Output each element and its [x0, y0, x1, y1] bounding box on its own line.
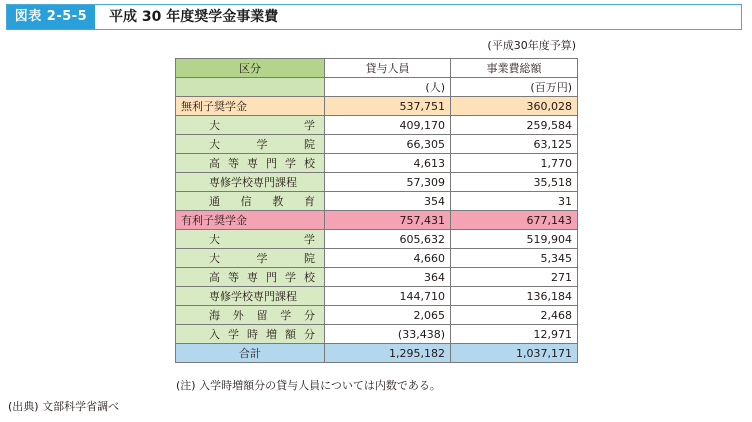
label-char: 分	[304, 327, 315, 341]
total-row	[176, 344, 578, 363]
group-cost: 360,028	[451, 97, 578, 116]
row-label-text	[181, 174, 319, 191]
label-char: 信	[240, 194, 252, 208]
label-char: 学	[285, 270, 296, 284]
row-label-text	[181, 269, 319, 286]
total-people: 1,295,182	[325, 344, 451, 363]
people-cell: 364	[325, 268, 451, 287]
budget-note: (平成30年度予算)	[487, 39, 576, 52]
people-cell: 4,660	[325, 249, 451, 268]
people-cell: 57,309	[325, 173, 451, 192]
cost-cell: 271	[451, 268, 578, 287]
column-header-cost: 事業費総額	[451, 59, 578, 78]
total-cost: 1,037,171	[451, 344, 578, 363]
people-cell: 605,632	[325, 230, 451, 249]
table-row	[176, 173, 578, 192]
group-cost: 677,143	[451, 211, 578, 230]
row-label	[176, 116, 325, 135]
label-char: 大	[209, 232, 220, 246]
table-row	[176, 154, 578, 173]
row-label-text	[181, 117, 319, 134]
row-label-text	[181, 231, 319, 248]
figure-label: 図表 2-5-5	[7, 5, 95, 29]
label-char: 海	[209, 308, 220, 322]
row-label-text	[181, 136, 319, 153]
label-char: 大	[209, 251, 220, 265]
table-row	[176, 116, 578, 135]
row-label	[176, 135, 325, 154]
label-char: 額	[285, 327, 296, 341]
footnote: (注) 入学時増額分の貸与人員については内数である。	[176, 379, 441, 392]
column-header-category: 区分	[176, 59, 325, 78]
row-label-text	[181, 288, 319, 305]
row-label	[176, 154, 325, 173]
label-char: 学	[256, 251, 268, 265]
label-char: 校	[304, 270, 315, 284]
cost-cell: 63,125	[451, 135, 578, 154]
row-label-text	[181, 193, 319, 210]
label-char: 学	[256, 137, 268, 151]
group-row	[176, 97, 578, 116]
table-row	[176, 287, 578, 306]
cost-cell: 519,904	[451, 230, 578, 249]
table-row	[176, 135, 578, 154]
title-bar	[6, 4, 742, 30]
label-char: 入	[209, 327, 220, 341]
row-label-text	[181, 155, 319, 172]
unit-blank	[176, 78, 325, 97]
label-char: 学	[285, 156, 296, 170]
header-row	[176, 59, 578, 78]
cost-cell: 12,971	[451, 325, 578, 344]
row-label-text	[181, 326, 319, 343]
scholarship-table	[175, 58, 578, 363]
unit-row	[176, 78, 578, 97]
cost-cell: 259,584	[451, 116, 578, 135]
row-label	[176, 249, 325, 268]
label-char: 増	[266, 327, 277, 341]
unit-people: (人)	[325, 78, 451, 97]
source-note: (出典) 文部科学省調べ	[8, 400, 120, 413]
cost-cell: 31	[451, 192, 578, 211]
label-char: 大	[209, 137, 220, 151]
row-label	[176, 268, 325, 287]
label-char: 通	[209, 194, 220, 208]
label-char: 院	[304, 137, 315, 151]
row-label	[176, 306, 325, 325]
label-char: 院	[304, 251, 315, 265]
column-header-people: 貸与人員	[325, 59, 451, 78]
label-char: 学	[304, 232, 315, 246]
people-cell: (33,438)	[325, 325, 451, 344]
label-char: 門	[266, 156, 277, 170]
label-char: 門	[266, 270, 277, 284]
label-char: 外	[232, 308, 244, 322]
cost-cell: 5,345	[451, 249, 578, 268]
total-label: 合計	[176, 344, 325, 363]
group-name: 有利子奨学金	[176, 211, 325, 230]
table-row	[176, 325, 578, 344]
label-char: 学	[280, 308, 292, 322]
row-label	[176, 325, 325, 344]
label-char: 専	[247, 270, 258, 284]
row-label	[176, 173, 325, 192]
cost-cell: 1,770	[451, 154, 578, 173]
people-cell: 4,613	[325, 154, 451, 173]
label-char: 大	[209, 118, 220, 132]
table-row	[176, 306, 578, 325]
table-row	[176, 268, 578, 287]
table-row	[176, 192, 578, 211]
row-label-text	[181, 250, 319, 267]
people-cell: 354	[325, 192, 451, 211]
label-char: 等	[228, 156, 239, 170]
label-char: 学	[228, 327, 239, 341]
row-label-text	[181, 307, 319, 324]
label-char: 留	[256, 308, 268, 322]
label-char: 時	[247, 327, 258, 341]
unit-cost: (百万円)	[451, 78, 578, 97]
group-name: 無利子奨学金	[176, 97, 325, 116]
label-char: 高	[209, 156, 220, 170]
people-cell: 409,170	[325, 116, 451, 135]
group-people: 537,751	[325, 97, 451, 116]
table-row	[176, 249, 578, 268]
label-char: 分	[304, 308, 315, 322]
row-label	[176, 192, 325, 211]
group-people: 757,431	[325, 211, 451, 230]
people-cell: 144,710	[325, 287, 451, 306]
label-char: 専修学校専門課程	[209, 289, 297, 303]
cost-cell: 35,518	[451, 173, 578, 192]
table-body	[176, 59, 578, 363]
label-char: 等	[228, 270, 239, 284]
people-cell: 66,305	[325, 135, 451, 154]
label-char: 学	[304, 118, 315, 132]
label-char: 専	[247, 156, 258, 170]
label-char: 育	[303, 194, 315, 208]
people-cell: 2,065	[325, 306, 451, 325]
label-char: 専修学校専門課程	[209, 175, 297, 189]
table-row	[176, 230, 578, 249]
row-label	[176, 230, 325, 249]
group-row	[176, 211, 578, 230]
cost-cell: 2,468	[451, 306, 578, 325]
label-char: 校	[304, 156, 315, 170]
label-char: 教	[272, 194, 284, 208]
row-label	[176, 287, 325, 306]
cost-cell: 136,184	[451, 287, 578, 306]
label-char: 高	[209, 270, 220, 284]
page-title: 平成 30 年度奨学金事業費	[109, 9, 279, 25]
